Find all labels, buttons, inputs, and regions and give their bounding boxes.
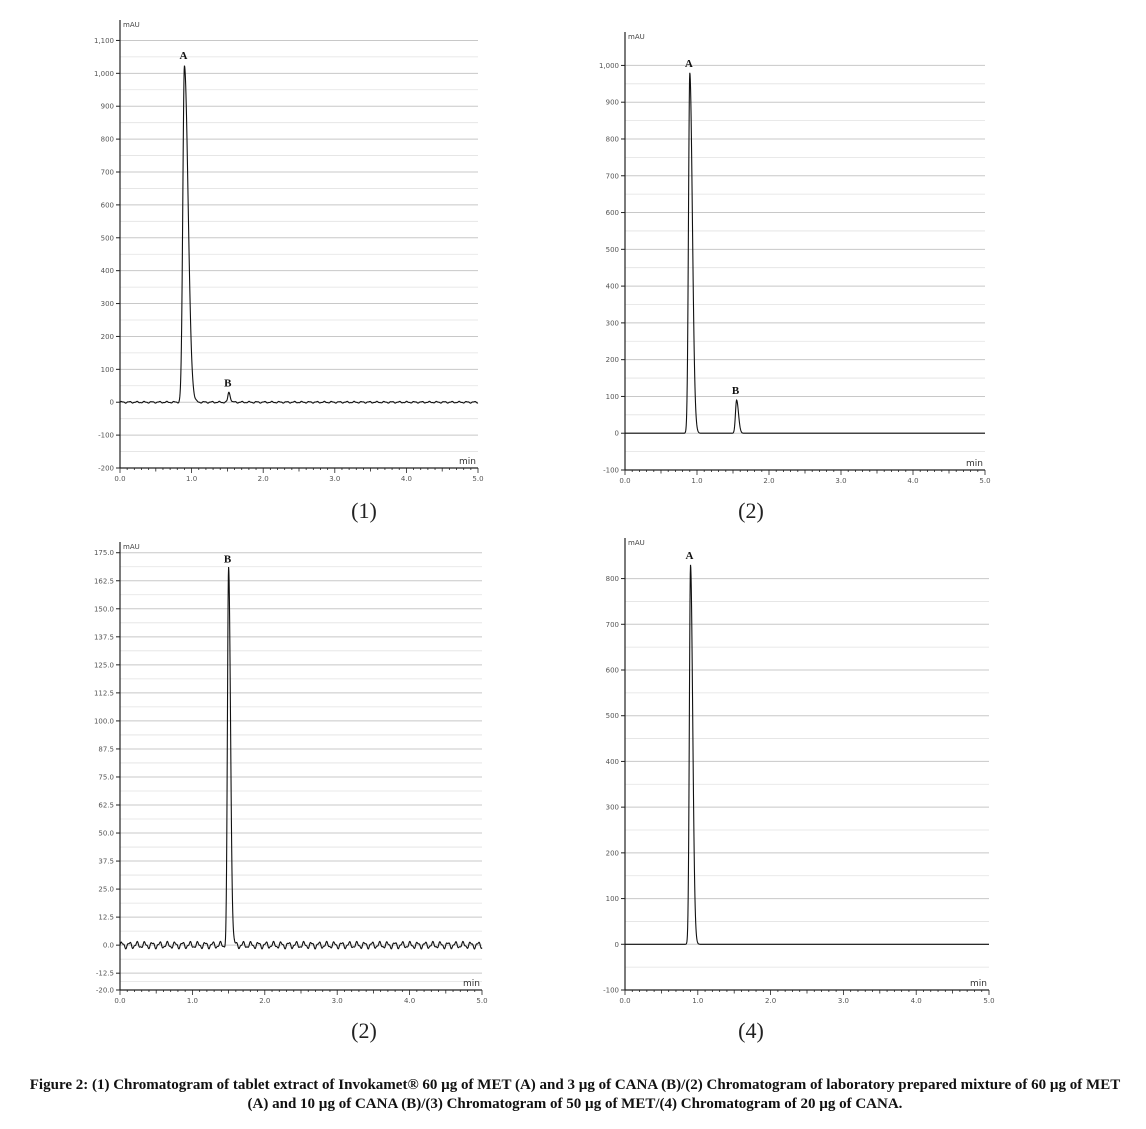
y-tick-label: 150.0 bbox=[93, 605, 114, 614]
y-tick-label: 400 bbox=[605, 757, 619, 766]
y-tick-label: -100 bbox=[603, 986, 619, 995]
y-tick-label: 700 bbox=[605, 620, 619, 629]
peak-label-b: B bbox=[731, 385, 740, 398]
x-axis-unit-label: min bbox=[459, 457, 476, 467]
y-tick-label: 175.0 bbox=[93, 549, 114, 558]
x-tick-label: 2.0 bbox=[257, 475, 269, 483]
panel-label-4: (4) bbox=[738, 1018, 764, 1043]
y-tick-label: 500 bbox=[100, 234, 114, 243]
figure-caption: Figure 2: (1) Chromatogram of tablet extract of Invokamet® 60 µg of MET (A) and 3 µg of CANA (B)/(2) Chromatogram of laboratory prepared mixture of 60 µg of MET (A) and 10 µg of CANA (B)/(3) Chromatogram of 50 µg of MET/(4) Chromatogram of 20 µg of CANA. bbox=[29, 1077, 1121, 1112]
y-tick-label: 800 bbox=[100, 135, 114, 144]
x-axis-unit-label: min bbox=[966, 459, 983, 469]
chromatogram-panel-2 bbox=[585, 28, 1005, 490]
y-tick-label: 100 bbox=[605, 895, 619, 904]
y-tick-label: 137.5 bbox=[93, 633, 114, 642]
x-tick-label: 5.0 bbox=[983, 997, 995, 1005]
x-tick-label: 4.0 bbox=[907, 477, 919, 485]
peak-label-a: A bbox=[685, 549, 694, 562]
x-tick-label: 3.0 bbox=[331, 997, 343, 1005]
x-tick-label: 0.0 bbox=[114, 997, 126, 1005]
peak-label-b: B bbox=[224, 377, 232, 390]
y-tick-label: 1,100 bbox=[93, 36, 114, 45]
y-tick-label: -100 bbox=[603, 466, 619, 475]
x-tick-label: 4.0 bbox=[910, 997, 922, 1005]
x-tick-label: 1.0 bbox=[186, 997, 198, 1005]
x-tick-label: 2.0 bbox=[765, 997, 777, 1005]
x-axis-unit-label: min bbox=[970, 979, 987, 989]
chromatogram-panel-4 bbox=[585, 538, 1005, 1008]
x-tick-label: 3.0 bbox=[329, 475, 341, 483]
y-tick-label: 700 bbox=[100, 168, 114, 177]
y-tick-label: 300 bbox=[100, 300, 114, 309]
x-tick-label: 2.0 bbox=[259, 997, 271, 1005]
y-tick-label: -12.5 bbox=[95, 969, 114, 978]
y-tick-label: 200 bbox=[100, 332, 114, 341]
y-tick-label: 112.5 bbox=[93, 689, 114, 698]
chromatogram-2-svg bbox=[585, 28, 1005, 490]
y-axis-unit-label: mAU bbox=[628, 33, 645, 41]
chromatogram-panel-1 bbox=[80, 20, 500, 490]
x-tick-label: 4.0 bbox=[400, 475, 412, 483]
y-tick-label: 100 bbox=[605, 392, 619, 401]
y-tick-label: 87.5 bbox=[98, 745, 114, 754]
x-tick-label: 0.0 bbox=[619, 997, 631, 1005]
y-tick-label: 900 bbox=[100, 102, 114, 111]
y-tick-label: 100 bbox=[100, 365, 114, 374]
x-tick-label: 1.0 bbox=[692, 997, 704, 1005]
y-tick-label: 1,000 bbox=[93, 69, 114, 78]
y-tick-label: 25.0 bbox=[98, 885, 114, 894]
panel-label-3: (2) bbox=[351, 1018, 377, 1043]
peak-label-b: B bbox=[223, 553, 232, 566]
x-tick-label: 3.0 bbox=[837, 997, 849, 1005]
y-tick-label: 700 bbox=[605, 172, 619, 181]
chromatogram-4-svg bbox=[585, 538, 1005, 1008]
y-tick-label: 0.0 bbox=[102, 941, 114, 950]
panel-label-2: (2) bbox=[738, 498, 764, 523]
x-tick-label: 2.0 bbox=[763, 477, 775, 485]
y-tick-label: 0 bbox=[614, 940, 619, 949]
x-tick-label: 0.0 bbox=[619, 477, 631, 485]
y-tick-label: -100 bbox=[98, 431, 114, 440]
y-tick-label: 1,000 bbox=[598, 61, 619, 70]
y-axis-unit-label: mAU bbox=[123, 543, 140, 551]
x-tick-label: 1.0 bbox=[186, 475, 198, 483]
y-tick-label: 800 bbox=[605, 135, 619, 144]
y-tick-label: 400 bbox=[100, 267, 114, 276]
x-tick-label: 0.0 bbox=[114, 475, 126, 483]
y-tick-label: 100.0 bbox=[93, 717, 114, 726]
y-tick-label: 300 bbox=[605, 803, 619, 812]
y-tick-label: 200 bbox=[605, 356, 619, 365]
y-tick-label: 0 bbox=[109, 398, 114, 407]
y-tick-label: 300 bbox=[605, 319, 619, 328]
y-tick-label: 600 bbox=[605, 209, 619, 218]
x-tick-label: 5.0 bbox=[472, 475, 484, 483]
x-tick-label: 5.0 bbox=[979, 477, 991, 485]
chromatogram-3-svg bbox=[80, 538, 500, 1008]
x-tick-label: 3.0 bbox=[835, 477, 847, 485]
y-tick-label: 50.0 bbox=[98, 829, 114, 838]
y-axis-unit-label: mAU bbox=[628, 539, 645, 547]
y-tick-label: 900 bbox=[605, 98, 619, 107]
x-tick-label: 5.0 bbox=[476, 997, 488, 1005]
peak-label-a: A bbox=[684, 57, 693, 70]
chromatogram-1-svg bbox=[80, 20, 500, 490]
peak-label-a: A bbox=[179, 50, 188, 63]
chromatogram-panel-3 bbox=[80, 538, 500, 1008]
y-tick-label: -20.0 bbox=[95, 986, 114, 995]
x-tick-label: 1.0 bbox=[691, 477, 703, 485]
y-tick-label: 12.5 bbox=[98, 913, 114, 922]
y-tick-label: 800 bbox=[605, 575, 619, 584]
y-tick-label: 200 bbox=[605, 849, 619, 858]
chromatogram-trace bbox=[120, 567, 482, 949]
y-tick-label: 600 bbox=[100, 201, 114, 210]
y-tick-label: 500 bbox=[605, 245, 619, 254]
chromatogram-trace bbox=[625, 73, 985, 433]
y-tick-label: 600 bbox=[605, 666, 619, 675]
x-tick-label: 4.0 bbox=[404, 997, 416, 1005]
y-tick-label: 0 bbox=[614, 429, 619, 438]
panel-label-1: (1) bbox=[351, 498, 377, 523]
y-tick-label: -200 bbox=[98, 464, 114, 473]
y-tick-label: 125.0 bbox=[93, 661, 114, 670]
y-tick-label: 75.0 bbox=[98, 773, 114, 782]
x-axis-unit-label: min bbox=[463, 979, 480, 989]
chromatogram-trace bbox=[625, 565, 989, 944]
y-tick-label: 400 bbox=[605, 282, 619, 291]
y-tick-label: 37.5 bbox=[98, 857, 114, 866]
y-tick-label: 500 bbox=[605, 712, 619, 721]
y-tick-label: 62.5 bbox=[98, 801, 114, 810]
y-tick-label: 162.5 bbox=[93, 577, 114, 586]
y-axis-unit-label: mAU bbox=[123, 21, 140, 29]
